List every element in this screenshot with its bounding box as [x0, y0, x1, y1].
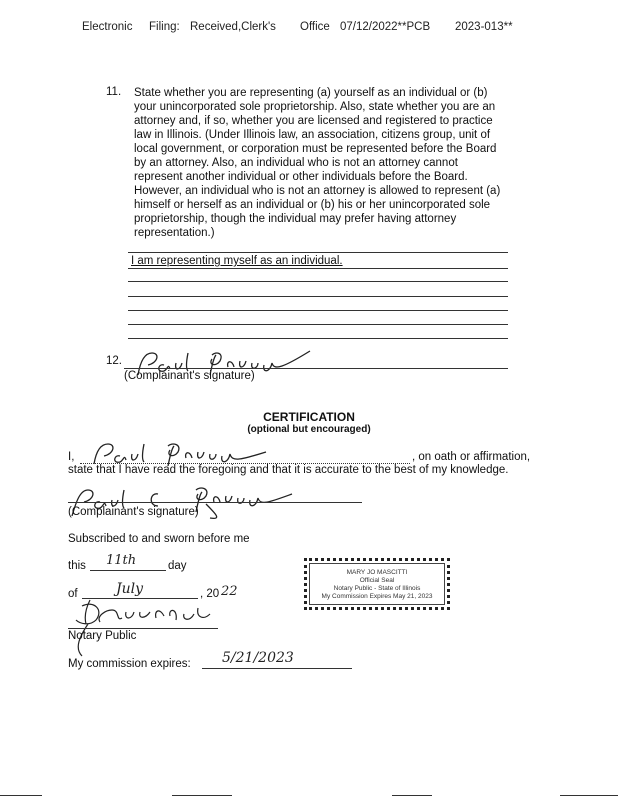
notary-signature: [60, 596, 230, 662]
footer-mark: [560, 795, 618, 796]
commission-expires-line: [202, 668, 352, 669]
answer-line: [128, 338, 508, 339]
complainant-signature-caption: (Complainant's signature): [124, 370, 255, 382]
notary-signature-line: [68, 628, 218, 629]
of-label: of: [68, 588, 78, 600]
item-11-number: 11.: [106, 86, 122, 98]
certification-statement: state that I have read the foregoing and that it is accurate to the best of my knowledge.: [68, 464, 509, 476]
notary-seal: [304, 558, 450, 610]
day-value: 11th: [106, 553, 137, 568]
certification-line-suffix: , on oath or affirmation,: [412, 451, 531, 463]
answer-line: [128, 296, 508, 297]
month-value: July: [116, 581, 144, 597]
day-line: [90, 570, 166, 571]
commission-expires-value: 5/21/2023: [222, 650, 294, 666]
year-value: 22: [221, 584, 238, 599]
header-case-number: 2023-013**: [455, 21, 513, 33]
year-prefix: , 20: [200, 588, 220, 600]
commission-expires-label: My commission expires:: [68, 658, 191, 670]
seal-commission: My Commission Expires May 21, 2023: [321, 593, 433, 600]
notary-public-label: Notary Public: [68, 630, 137, 642]
certification-subtitle: (optional but encouraged): [247, 424, 371, 435]
certification-signature-line: [68, 502, 362, 503]
header-filing: Filing:: [149, 21, 180, 33]
subscribed-text: Subscribed to and sworn before me: [68, 533, 250, 545]
day-label: day: [168, 560, 187, 572]
this-label: this: [68, 560, 86, 572]
signature-line: [124, 368, 508, 369]
header-received: Received,Clerk's: [190, 21, 276, 33]
certification-title: CERTIFICATION: [263, 410, 355, 424]
footer-mark: [392, 795, 432, 796]
footer-mark: [0, 795, 42, 796]
header-office: Office: [300, 21, 330, 33]
answer-line: [128, 268, 508, 269]
answer-line: [128, 252, 508, 253]
header-date-docket: 07/12/2022**PCB: [340, 21, 431, 33]
footer-mark: [172, 795, 232, 796]
answer-line: [128, 310, 508, 311]
answer-line: [128, 324, 508, 325]
seal-notary: Notary Public - State of Illinois: [333, 585, 421, 592]
answer-line: [128, 281, 508, 282]
item-12-number: 12.: [106, 355, 122, 367]
header-electronic: Electronic: [82, 21, 133, 33]
item-11-answer: I am representing myself as an individual.: [131, 255, 343, 267]
certification-line-prefix: I,: [68, 451, 75, 463]
certification-signature-caption: (Complainant's signature): [68, 506, 199, 518]
item-11-text: State whether you are representing (a) yourself as an individual or (b) your unincorporated sole proprietorship. Also, state whether you are an attorney and, if so, whether you are licensed and registered to practice law in Illinois. (Under Illinois law, an association, citizens group, unit of local government, or corporation must be represented before the Board by an attorney. Also, an individual who is not an attorney cannot represent another individual or other individuals before the Board. However, an individual who is not an attorney is allowed to represent (a) himself or herself as an individual or (b) his or her unincorporated sole proprietorship, though the individual may prefer having attorney representation.): [134, 87, 501, 239]
seal-official: Official Seal: [359, 577, 395, 584]
seal-name: MARY JO MASCITTI: [346, 569, 408, 576]
